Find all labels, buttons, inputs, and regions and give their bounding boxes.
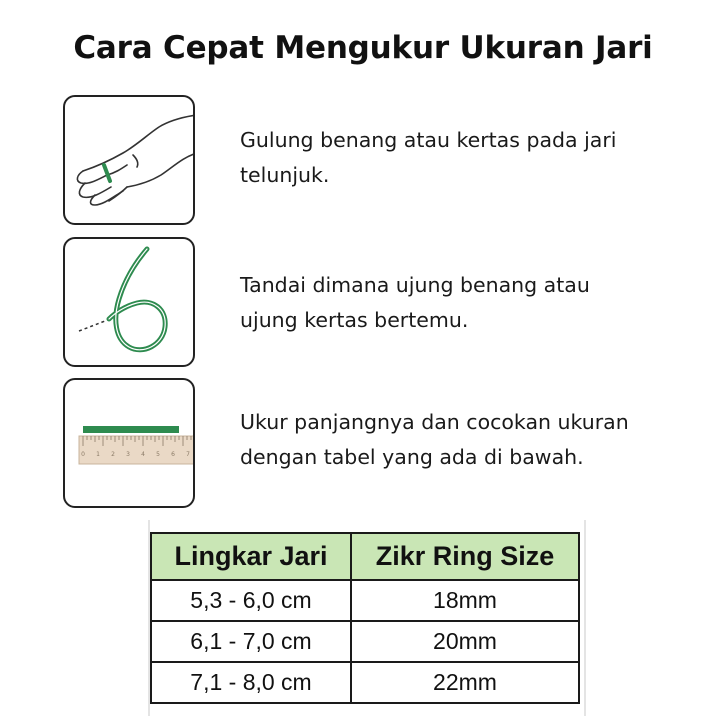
ruler-icon <box>65 380 195 508</box>
cell-size: 20mm <box>351 621 579 662</box>
step-2-line-1: Tandai dimana ujung benang atau <box>240 273 590 297</box>
ruler-number: 0 <box>81 451 85 458</box>
table-edge-right <box>584 520 586 716</box>
header-lingkar-jari: Lingkar Jari <box>151 533 351 580</box>
thread-loop-icon <box>65 239 195 367</box>
ruler-number: 7 <box>186 451 190 458</box>
step-2-line-2: ujung kertas bertemu. <box>240 308 469 332</box>
hand-thread-icon <box>65 97 195 225</box>
step-3-line-1: Ukur panjangnya dan cocokan ukuran <box>240 410 629 434</box>
header-ring-size: Zikr Ring Size <box>351 533 579 580</box>
step-3-line-2: dengan tabel yang ada di bawah. <box>240 445 584 469</box>
table-header-row <box>151 533 579 580</box>
ruler-number: 6 <box>171 451 175 458</box>
measured-thread <box>83 426 179 433</box>
step-1-illustration <box>63 95 195 225</box>
ruler-number: 1 <box>96 451 100 458</box>
cell-size: 22mm <box>351 662 579 703</box>
page-title: Cara Cepat Mengukur Ukuran Jari <box>73 30 653 66</box>
ruler-body <box>79 436 195 464</box>
step-2-illustration <box>63 237 195 367</box>
ruler-number: 2 <box>111 451 115 458</box>
ruler-number: 4 <box>141 451 145 458</box>
ruler-number: 5 <box>156 451 160 458</box>
cell-circumference: 6,1 - 7,0 cm <box>151 621 351 662</box>
thread-on-finger <box>104 165 110 181</box>
step-1-line-1: Gulung benang atau kertas pada jari <box>240 128 617 152</box>
cell-circumference: 5,3 - 6,0 cm <box>151 580 351 621</box>
cell-circumference: 7,1 - 8,0 cm <box>151 662 351 703</box>
table-row <box>151 662 579 703</box>
step-1-line-2: telunjuk. <box>240 163 330 187</box>
cell-size: 18mm <box>351 580 579 621</box>
step-1-text <box>240 123 700 193</box>
step-3-illustration <box>63 378 195 508</box>
ring-size-table <box>150 532 580 704</box>
table-row <box>151 621 579 662</box>
table-row <box>151 580 579 621</box>
step-3-text <box>240 405 700 475</box>
ruler-number: 3 <box>126 451 130 458</box>
step-2-text <box>240 268 700 338</box>
